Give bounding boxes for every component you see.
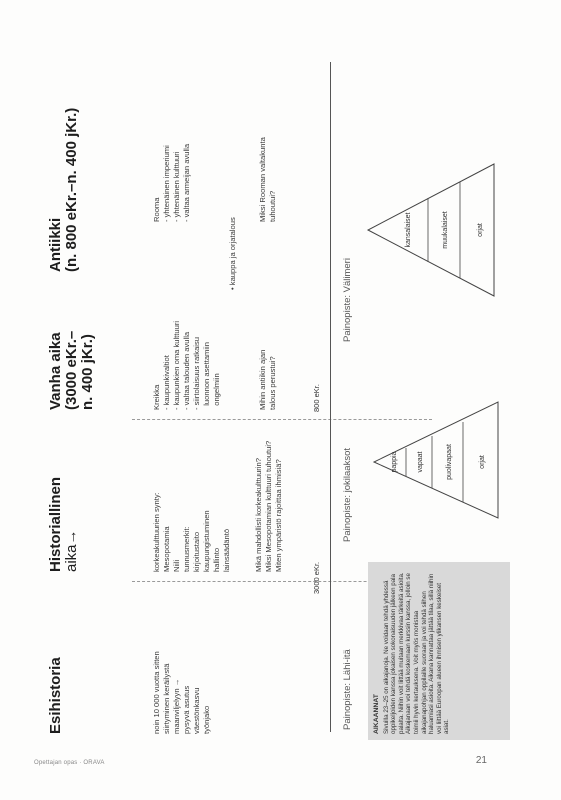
painopiste-2 [342, 448, 353, 542]
kreikka-text [152, 321, 222, 410]
painopiste-3 [342, 258, 353, 342]
header-historiallinen-line2: aika→ [63, 529, 80, 572]
question-line: Mihin antiikin ajan [258, 349, 267, 410]
text-line: - valtaa talouden avulla [182, 331, 191, 410]
page-number-text: 21 [475, 755, 487, 766]
text-line: - kaupunkivaltiot [162, 355, 171, 410]
header-vanha-aika [48, 331, 96, 410]
pyramid-level-label: puolivapaat [446, 444, 453, 480]
aikaannat-title: AIKAANNAT [373, 694, 380, 734]
text-line: - yhtenäinen kulttuuri [172, 151, 181, 222]
rooma-title: Rooma [152, 197, 161, 222]
aikaannat-box [368, 562, 510, 740]
kreikka-title: Kreikka [152, 384, 161, 410]
pyramid-level-label: muukalaiset [442, 211, 449, 249]
historiallinen-text [152, 492, 232, 572]
text-line: siirtyminen keräilystä [162, 663, 171, 734]
text-line: tunnusmerkit: [182, 526, 191, 572]
question-line: Miksi Mesopotamian kulttuuri tuhoutui? [264, 440, 273, 572]
question-line: talous perustui? [268, 356, 277, 410]
header-historiallinen-line1: Historiallinen [47, 476, 64, 572]
question-line: Miten ympäristö rajoittaa ihmisiä? [274, 459, 283, 572]
text-line: lainsäädäntö [222, 528, 231, 572]
tick-3000 [312, 562, 321, 594]
question-line: tuhoutui? [268, 190, 277, 222]
question-line: Miksi Rooman valtakunta [258, 137, 267, 222]
pyramid-level-label: kansalaiset [405, 212, 412, 248]
trade-note [228, 217, 238, 290]
pyramid-outline [368, 164, 494, 296]
text-line: ongelmiin [212, 373, 221, 410]
footer-publisher [34, 760, 105, 766]
rooma-text [152, 144, 192, 222]
painopiste-1-text: Painopiste: Lähi-itä [342, 649, 353, 730]
text-line: Mesopotamia [162, 526, 171, 572]
rooma-question [258, 137, 278, 222]
text-line: - kaupunkien oma kulttuuri [172, 320, 181, 410]
text-line: kaupungistuminen [202, 510, 211, 572]
text-line: luonnon asettamiin [202, 342, 211, 410]
header-esihistoria-text: Esihistoria [47, 657, 64, 734]
aikaannat-text: Sivuilla 23–25 on aikajanoja. Ne voidaan tehdä yhdessä oppikeljoiden kanssa jokaisen sokonaisuuden jälkeen pala palalta. Niihin voit liittää muitaan merkkivaa tärkeitä asioita. Aikajanaan voi tehdä koskemaan kurssin kanssa, jolloin se toimii hyvin kertauksena. Voit myös monistaa aikajanapohjan oppilaille suoraan ja voi tehdä siihen haluamiasi asioita. Aikana kannattaa jättää tilaa, sillä niihin voi liittää Euroopan alueen ihmisen ylikansen keskeiset asiat. [382, 572, 451, 734]
pyramid-valimeri [362, 152, 502, 302]
pyramid-level-label: pappia [391, 451, 398, 473]
header-vanha-aika-line1: Vanha aika [47, 332, 64, 410]
tick-800 [312, 384, 321, 412]
painopiste-3-text: Painopiste: Välimeri [342, 258, 353, 342]
text-line: pysyvä asutus [182, 685, 191, 734]
pyramid-level-label: vapaat [417, 451, 424, 473]
esihistoria-text [152, 651, 212, 734]
trade-note-text: • kauppa ja orjatalous [228, 217, 237, 290]
page-number [476, 755, 487, 766]
pyramid-level-label: orjat [477, 223, 484, 237]
question-line: Mikä mahdollisti korkeakulttuurin? [254, 458, 263, 572]
header-antiikki [48, 108, 80, 272]
pyramid-jokilaaksot [366, 394, 506, 524]
tick-3000-label: 3000 eKr. [312, 561, 321, 594]
text-line: väestönkasvu [192, 687, 201, 734]
header-vanha-aika-line2: (3000 eKr.– [63, 330, 80, 410]
historiallinen-questions [254, 441, 284, 572]
text-line: maanviljelyyn → [172, 678, 181, 734]
header-vanha-aika-line3: n. 400 jKr.) [79, 334, 96, 410]
kreikka-question [258, 350, 278, 410]
header-antiikki-line1: Antiikki [47, 217, 64, 272]
painopiste-2-text: Painopiste: jokilaaksot [342, 448, 353, 542]
text-line: kirjoitustaito [192, 531, 201, 572]
header-antiikki-line2: (n. 800 eKr.–n. 400 jKr.) [63, 107, 80, 272]
text-line: noin 10 000 vuotta sitten [152, 651, 161, 734]
header-esihistoria [48, 657, 64, 734]
timeline-axis [330, 62, 331, 732]
painopiste-1 [342, 649, 353, 730]
pyramid-level-label: orjat [479, 455, 486, 469]
text-line: - valtaa armeijan avulla [182, 143, 191, 222]
timeline-spread [42, 42, 512, 742]
tick-800-label: 800 eKr. [312, 384, 321, 412]
text-line: korkeakulttuurien synty: [152, 492, 161, 572]
text-line: Niili [172, 559, 181, 572]
header-historiallinen [48, 477, 80, 572]
text-line: - siirtolaisuus ratkaisu [192, 336, 201, 410]
text-line: - yhtenäinen imperiumi [162, 145, 171, 222]
text-line: hallinto [212, 547, 221, 572]
text-line: työnjako [202, 705, 211, 734]
footer-publisher-text: Opettajan opas · ORAVA [34, 760, 105, 766]
